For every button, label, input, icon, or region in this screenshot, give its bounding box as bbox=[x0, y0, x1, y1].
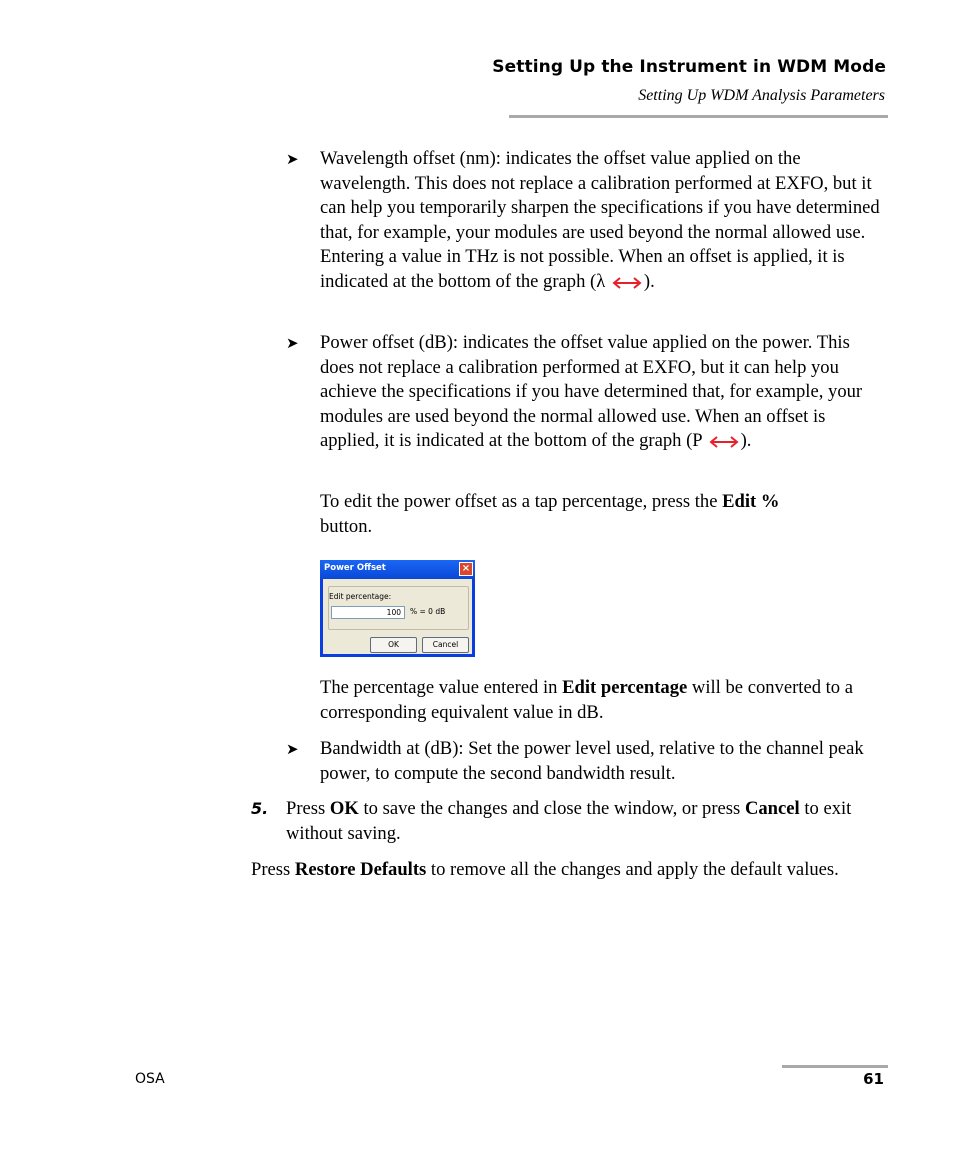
double-arrow-icon bbox=[709, 436, 739, 448]
step-5-paragraph: Press OK to save the changes and close the window, or press Cancel to exit without saving. bbox=[286, 798, 852, 844]
running-header-subtitle: Setting Up WDM Analysis Parameters bbox=[638, 87, 885, 104]
power-offset-paragraph: Power offset (dB): indicates the offset value applied on the power. This does not replace a calibration performed at EXFO, but it can help you achieve the specifications if you have determined that, for example, your modules are used beyond the normal allowed use. When an offset is applied, it is indicated at the bottom of the graph (P ). bbox=[320, 332, 863, 452]
double-arrow-icon bbox=[612, 277, 642, 289]
cancel-button[interactable]: Cancel bbox=[422, 637, 469, 653]
footer-rule bbox=[782, 1065, 888, 1068]
page-number: 61 bbox=[863, 1070, 884, 1088]
bullet-arrow-icon: ➤ bbox=[286, 152, 299, 168]
bullet-arrow-icon: ➤ bbox=[286, 742, 299, 758]
edit-percent-paragraph: To edit the power offset as a tap percentage, press the Edit % button. bbox=[320, 491, 780, 537]
db-equivalent-text: % = 0 dB bbox=[410, 607, 446, 616]
edit-percentage-label: Edit percentage: bbox=[329, 592, 392, 601]
dialog-title-bar bbox=[320, 560, 475, 579]
running-header-title: Setting Up the Instrument in WDM Mode bbox=[492, 57, 886, 77]
edit-percentage-input[interactable]: 100 bbox=[331, 606, 405, 619]
bullet-arrow-icon: ➤ bbox=[286, 336, 299, 352]
percentage-paragraph: The percentage value entered in Edit percentage will be converted to a corresponding equivalent value in dB. bbox=[320, 677, 854, 723]
power-offset-dialog bbox=[320, 560, 475, 657]
ok-button[interactable]: OK bbox=[370, 637, 417, 653]
dialog-title: Power Offset bbox=[324, 563, 386, 573]
restore-defaults-paragraph: Press Restore Defaults to remove all the changes and apply the default values. bbox=[251, 859, 839, 880]
bandwidth-paragraph: Bandwidth at (dB): Set the power level used, relative to the channel peak power, to compute the second bandwidth result. bbox=[320, 738, 864, 784]
footer-product: OSA bbox=[135, 1071, 165, 1087]
dialog-body bbox=[323, 579, 472, 654]
step-number: 5. bbox=[251, 799, 269, 818]
close-icon[interactable]: × bbox=[459, 562, 473, 576]
wavelength-offset-paragraph: Wavelength offset (nm): indicates the offset value applied on the wavelength. This does not replace a calibration performed at EXFO, but it can help you temporarily sharpen the specifications if you have determined that, for example, your modules are used beyond the normal allowed use. Entering a value in THz is not possible. When an offset is applied, it is indicated at the bottom of the graph (λ ). bbox=[320, 148, 880, 292]
header-rule bbox=[509, 115, 888, 118]
